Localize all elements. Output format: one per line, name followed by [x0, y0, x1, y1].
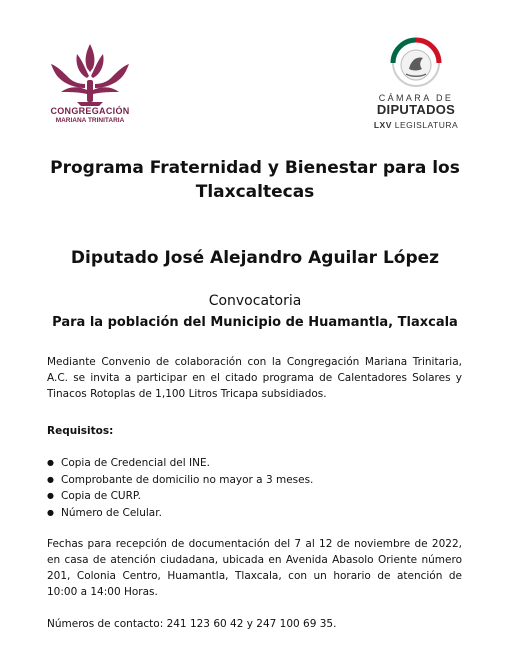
congregacion-logo: [42, 42, 138, 132]
congregacion-name: [42, 106, 138, 126]
requirements-heading: Requisitos:: [47, 425, 114, 437]
camara-diputados-logo: [370, 36, 462, 132]
population-subtitle: Para la población del Municipio de Huamantla, Tlaxcala: [52, 315, 458, 330]
legislatura-number: LXV: [373, 120, 392, 130]
program-title: Programa Fraternidad y Bienestar para los Tlaxcaltecas: [50, 158, 460, 202]
convocatoria-heading: Convocatoria: [208, 293, 302, 309]
dates-paragraph: Fechas para recepción de documentación del 7 al 12 de noviembre de 2022, en casa de atención ciudadana, ubicada en Avenida Abasolo Oriente número 201, Colonia Centro, Huamantla, Tlaxcala, con un horario de atención de 10:00 a 14:00 Horas.: [47, 538, 462, 598]
camara-name-line2: DIPUTADOS: [376, 102, 456, 117]
deputy-name: Diputado José Alejandro Aguilar López: [70, 248, 440, 268]
lotus-icon: [47, 42, 133, 106]
intro-paragraph: Mediante Convenio de colaboración con la Congregación Mariana Trinitaria, A.C. se invita a participar en el citado programa de Calentadores Solares y Tinacos Rotoplas de 1,100 Litros Tricapa subsidiados.: [47, 356, 462, 400]
mexican-eagle-seal-icon: [389, 36, 443, 90]
legislatura-label: [370, 120, 462, 130]
camara-name-line1: CÁMARA DE: [378, 93, 454, 103]
list-item: ● Comprobante de domicilio no mayor a 3 meses.: [47, 472, 313, 489]
legislatura-word: LEGISLATURA: [391, 120, 459, 130]
list-item: ● Copia de Credencial del INE.: [47, 455, 313, 472]
congregacion-name-line2: MARIANA TRINITARIA: [55, 117, 125, 124]
list-item: ● Copia de CURP.: [47, 488, 313, 505]
contact-numbers: Números de contacto: 241 123 60 42 y 247 100 69 35.: [47, 618, 337, 630]
list-item: ● Número de Celular.: [47, 505, 313, 522]
requirements-list: [47, 455, 313, 521]
congregacion-name-line1: CONGREGACIÓN: [50, 106, 130, 116]
